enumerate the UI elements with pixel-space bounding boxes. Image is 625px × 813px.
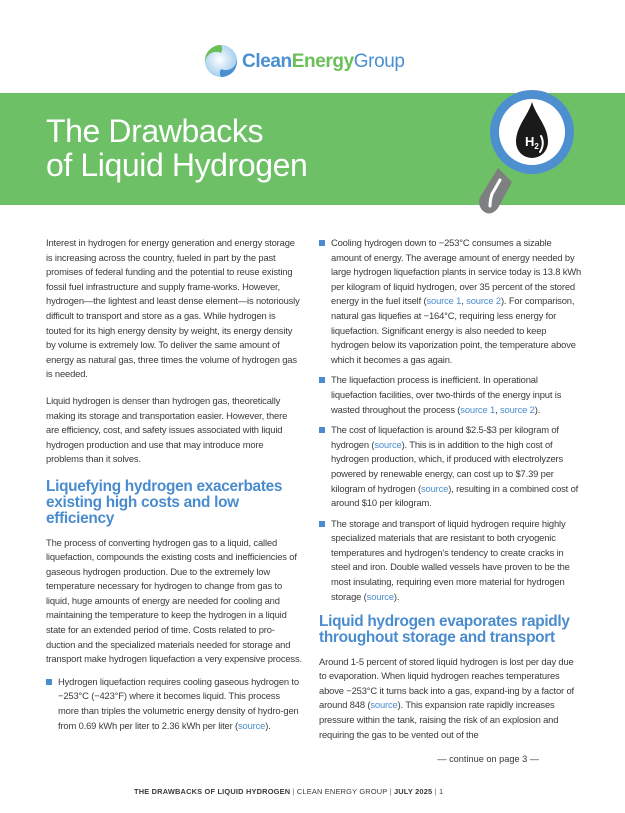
intro-paragraph-1: Interest in hydrogen for energy generation and energy storage is increasing across the country, fueled in part by the past promises of federal funding and the potential to reuse existing fossil fuel infrastructure and supply frame-works. However, hydrogen—the lightest and least dense element—is notoriously difficult to transport and store as a gas. While hydrogen is touted for its high energy density by weight, its energy density by volume is extremely low. To deliver the same amount of energy as natural gas, three times the volume of hydrogen gas is needed. (46, 237, 300, 380)
page-title-line-2: of Liquid Hydrogen (46, 147, 308, 183)
right-column (319, 236, 583, 742)
logo-word-energy: Energy (291, 50, 354, 72)
logo-wordmark (242, 52, 405, 71)
bullet-text-tail: ). (534, 403, 541, 415)
clean-energy-group-logo (204, 43, 405, 79)
source-link[interactable]: source (420, 482, 449, 494)
source-1-link[interactable]: source 1 (426, 295, 462, 307)
continue-note: — continue on page 3 — (433, 754, 539, 764)
footer-separator: | (387, 787, 394, 796)
square-bullet-icon (46, 679, 52, 685)
page-title-line-1: The Drawbacks (46, 113, 264, 149)
swirl-logo-icon (204, 44, 238, 78)
bullet-text: The cost of liquefaction is around $2.5-$3 per kilogram of hydrogen ( (331, 424, 559, 450)
footer-separator: | (432, 787, 439, 796)
source-link[interactable]: source (366, 590, 394, 602)
square-bullet-icon (319, 377, 325, 383)
intro-paragraph-2: Liquid hydrogen is denser than hydrogen gas, theoretically making its storage and transportation easier. However, there are efficiency, cost, and safety issues associated with liquid hydrogen production and use that may introduce more problems than it solves. (46, 394, 288, 465)
bullet-text-tail: ). (265, 719, 271, 731)
h2-icon-label: $H_2$ (525, 134, 539, 151)
source-link[interactable]: source (370, 699, 398, 711)
left-column (46, 236, 302, 739)
bullet-item (46, 675, 302, 733)
bullet-text-tail: ). (393, 590, 400, 602)
source-1-link[interactable]: source 1 (460, 403, 496, 415)
magnifier-hydrogen-drop-icon (478, 86, 578, 216)
source-link[interactable]: source (238, 719, 266, 731)
bullet-text-mid: , (461, 295, 467, 307)
logo-word-group: Group (353, 50, 405, 72)
source-2-link[interactable]: source 2 (499, 403, 535, 415)
logo-word-clean: Clean (242, 50, 292, 72)
bullet-text-mid: , (495, 403, 500, 415)
bullet-text-tail: ), resulting in a combined cost of around $10 per kilogram. (331, 482, 579, 509)
section-heading-liquefying: Liquefying hydrogen exacerbates existing high costs and low efficiency (46, 477, 283, 528)
bullet-item (319, 236, 583, 367)
square-bullet-icon (319, 521, 325, 527)
square-bullet-icon (319, 240, 325, 246)
source-link[interactable]: source (374, 438, 402, 450)
bullet-text: The storage and transport of liquid hydrogen require highly specialized materials that are resistant to both cryogenic temperatures and hydrogen's tendency to create cracks in steel and iron. Double walled vessels have proven to be the most insulating, requiring even more material for hydrogen storage ( (331, 517, 570, 602)
right-bullet-list (319, 236, 583, 604)
section-paragraph-evaporation (319, 655, 583, 743)
square-bullet-icon (319, 427, 325, 433)
footer-page-number: 1 (438, 787, 444, 796)
bullet-item (319, 517, 583, 605)
bullet-text-tail: ). For comparison, natural gas liquefies at −164°C, requiring less energy for liquefaction. Significant energy is also needed to keep hydrogen below its vaporization point, the temperature above which it becomes a gas again. (331, 295, 576, 365)
source-2-link[interactable]: source 2 (466, 295, 501, 307)
section-paragraph-liquefaction: The process of converting hydrogen gas to a liquid, called liquefaction, compounds the existing costs and inefficiencies of gaseous hydrogen production. Due to the extremely low temperature necessary for hydrogen to change from gas to liquid, huge amounts of energy are needed for cooling and maintaining the temperature to keep the hydrogen in a liquid state for an extended period of time. Costs related to pro-duction and the specialized materials needed for storage and transport make hydrogen liquefaction a very expensive process. (46, 536, 302, 665)
bullet-text: Hydrogen liquefaction requires cooling gaseous hydrogen to −253°C (−423°F) where it becomes liquid. This process more than triples the volumetric energy density of hydro-gen from 0.69 kWh per liter to 2.36 kWh per liter ( (58, 675, 299, 731)
page-footer (134, 787, 443, 796)
paragraph-text: Around 1-5 percent of stored liquid hydrogen is lost per day due to evaporation. When liquid hydrogen reaches temperatures above −253°C it turns back into a gas, expand-ing by a factor of around 848 ( (319, 655, 574, 711)
section-heading-evaporation: Liquid hydrogen evaporates rapidly throughout storage and transport (319, 613, 570, 647)
footer-date: JULY 2025 (393, 787, 433, 796)
left-bullet-list (46, 675, 302, 733)
page-title (46, 114, 307, 182)
bullet-text-mid: ). This is in addition to the high cost of hydrogen production, which, if produced with electrolyzers powered by renewable energy, can cost up to $7.39 per kilogram of hydrogen ( (331, 438, 564, 494)
paragraph-text-tail: ). This expansion rate rapidly increases pressure within the tank, raising the risk of an explosion and requiring the gas to be vented out of the (319, 699, 559, 740)
footer-title: THE DRAWBACKS OF LIQUID HYDROGEN (134, 787, 291, 796)
footer-org: CLEAN ENERGY GROUP (296, 787, 388, 796)
bullet-item (319, 373, 583, 417)
bullet-text: Cooling hydrogen down to −253°C consumes a sizable amount of energy. The average amount of energy needed by large hydrogen liquefaction plants in service today is 13.8 kWh per kilogram of liquid hydrogen, over 35 percent of the stored energy in the fuel itself ( (331, 237, 582, 307)
footer-separator: | (290, 787, 297, 796)
bullet-item (319, 423, 583, 511)
bullet-text: The liquefaction process is inefficient. In operational liquefaction facilities, over two-thirds of the energy input is wasted throughout the process ( (331, 374, 562, 415)
